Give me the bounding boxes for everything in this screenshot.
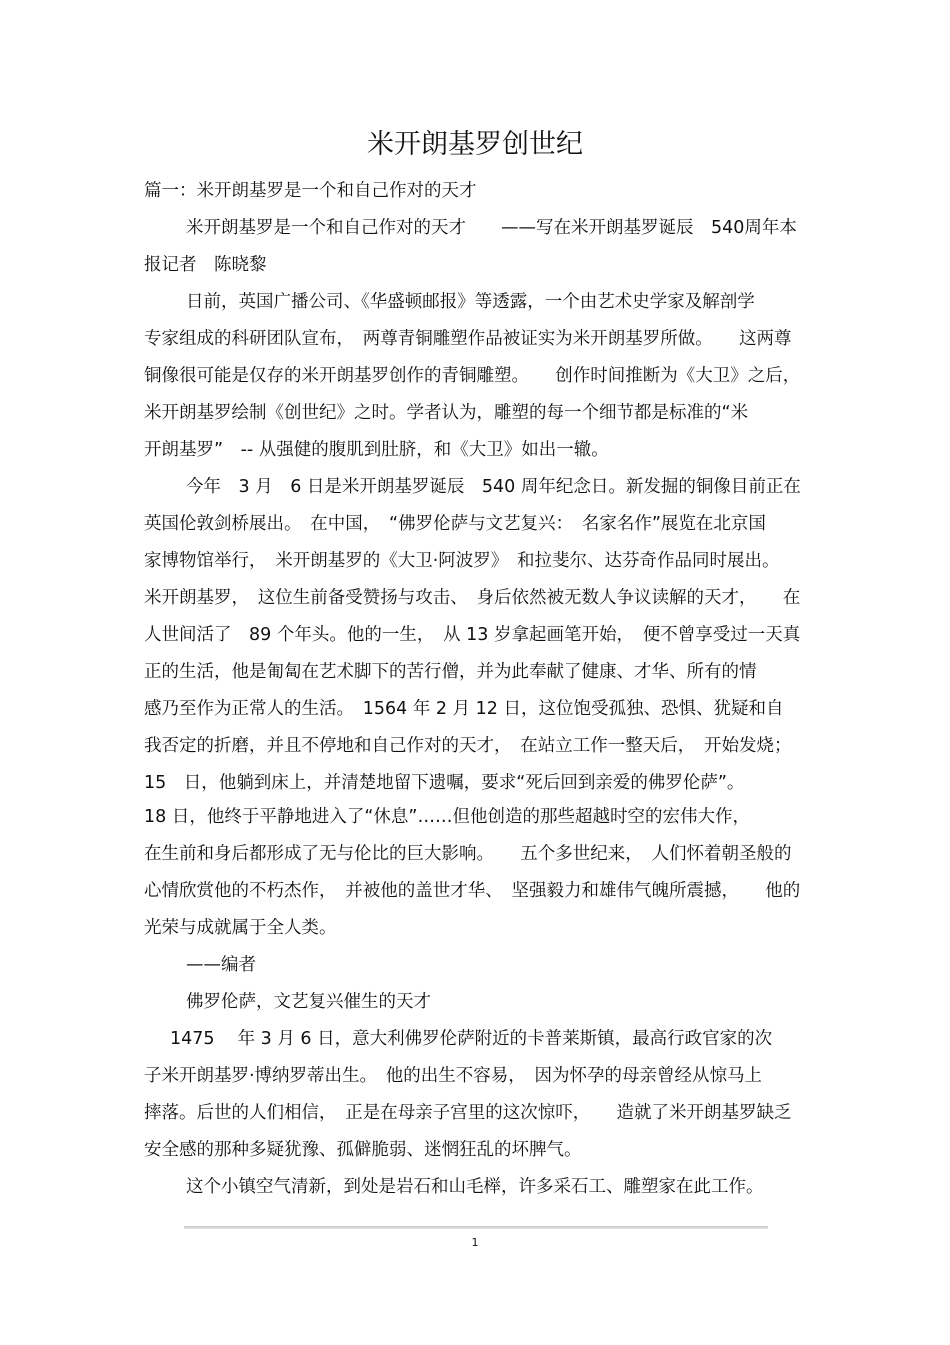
text-line: 摔落。后世的人们相信， 正是在母亲子宫里的这次惊吓， 造就了米开朗基罗缺乏 xyxy=(144,1103,792,1123)
text-line: 安全感的那种多疑犹豫、孤僻脆弱、迷惘狂乱的坏脾气。 xyxy=(144,1140,582,1160)
text-line: 铜像很可能是仅存的米开朗基罗创作的青铜雕塑。 创作时间推断为《大卫》之后， xyxy=(144,366,801,386)
text-line: 心情欣赏他的不朽杰作， 并被他的盖世才华、 坚强毅力和雄伟气魄所震撼， 他的 xyxy=(144,881,801,901)
text-line: 子米开朗基罗·博纳罗蒂出生。 他的出生不容易， 因为怀孕的母亲曾经从惊马上 xyxy=(144,1066,763,1086)
text-line: 15 日，他躺到床上，并清楚地留下遗嘱，要求“死后回到亲爱的佛罗伦萨”。 xyxy=(144,773,745,793)
footer-divider xyxy=(184,1226,768,1229)
text-line: 专家组成的科研团队宣布， 两尊青铜雕塑作品被证实为米开朗基罗所做。 这两尊 xyxy=(144,329,792,349)
section-heading: 篇一：米开朗基罗是一个和自己作对的天才 xyxy=(144,181,477,201)
page-number: 1 xyxy=(471,1236,479,1249)
text-line: 英国伦敦剑桥展出。 在中国， “佛罗伦萨与文艺复兴： 名家名作”展览在北京国 xyxy=(144,514,766,534)
text-line: 米开朗基罗绘制《创世纪》之时。学者认为，雕塑的每一个细节都是标准的“米 xyxy=(144,403,749,423)
subsection-heading: 佛罗伦萨，文艺复兴催生的天才 xyxy=(186,992,431,1012)
text-line: 感乃至作为正常人的生活。 1564 年 2 月 12 日，这位饱受孤独、恐惧、犹疑和自 xyxy=(144,699,784,719)
text-line: 光荣与成就属于全人类。 xyxy=(144,918,337,938)
text-line: 人世间活了 89 个年头。他的一生， 从 13 岁拿起画笔开始， 便不曾享受过一天真 xyxy=(144,625,801,645)
text-line: 这个小镇空气清新，到处是岩石和山毛榉，许多采石工、雕塑家在此工作。 xyxy=(186,1177,764,1197)
text-line: 家博物馆举行， 米开朗基罗的《大卫·阿波罗》 和拉斐尔、达芬奇作品同时展出。 xyxy=(144,551,780,571)
editor-note: ——编者 xyxy=(186,955,256,975)
text-line: 正的生活，他是匍匐在艺术脚下的苦行僧，并为此奉献了健康、才华、所有的情 xyxy=(144,662,757,682)
text-line: 米开朗基罗， 这位生前备受赞扬与攻击、 身后依然被无数人争议读解的天才， 在 xyxy=(144,588,801,608)
text-line: 开朗基罗” -- 从强健的腹肌到肚脐，和《大卫》如出一辙。 xyxy=(144,440,609,460)
document-title: 米开朗基罗创世纪 xyxy=(367,129,583,160)
text-line: 18 日，他终于平静地进入了“休息”……但他创造的那些超越时空的宏伟大作， xyxy=(144,807,750,827)
text-line: 今年 3 月 6 日是米开朗基罗诞辰 540 周年纪念日。新发掘的铜像目前正在 xyxy=(186,477,801,497)
text-line: 报记者 陈晓黎 xyxy=(144,255,267,275)
text-line: 我否定的折磨，并且不停地和自己作对的天才， 在站立工作一整天后， 开始发烧； xyxy=(144,736,792,756)
text-line: 1475 年 3 月 6 日，意大利佛罗伦萨附近的卡普莱斯镇，最高行政官家的次 xyxy=(170,1029,773,1049)
text-line: 在生前和身后都形成了无与伦比的巨大影响。 五个多世纪来， 人们怀着朝圣般的 xyxy=(144,844,792,864)
text-line: 日前，英国广播公司、《华盛顿邮报》等透露，一个由艺术史学家及解剖学 xyxy=(186,292,755,312)
text-line: 米开朗基罗是一个和自己作对的天才 ——写在米开朗基罗诞辰 540周年本 xyxy=(186,218,797,238)
